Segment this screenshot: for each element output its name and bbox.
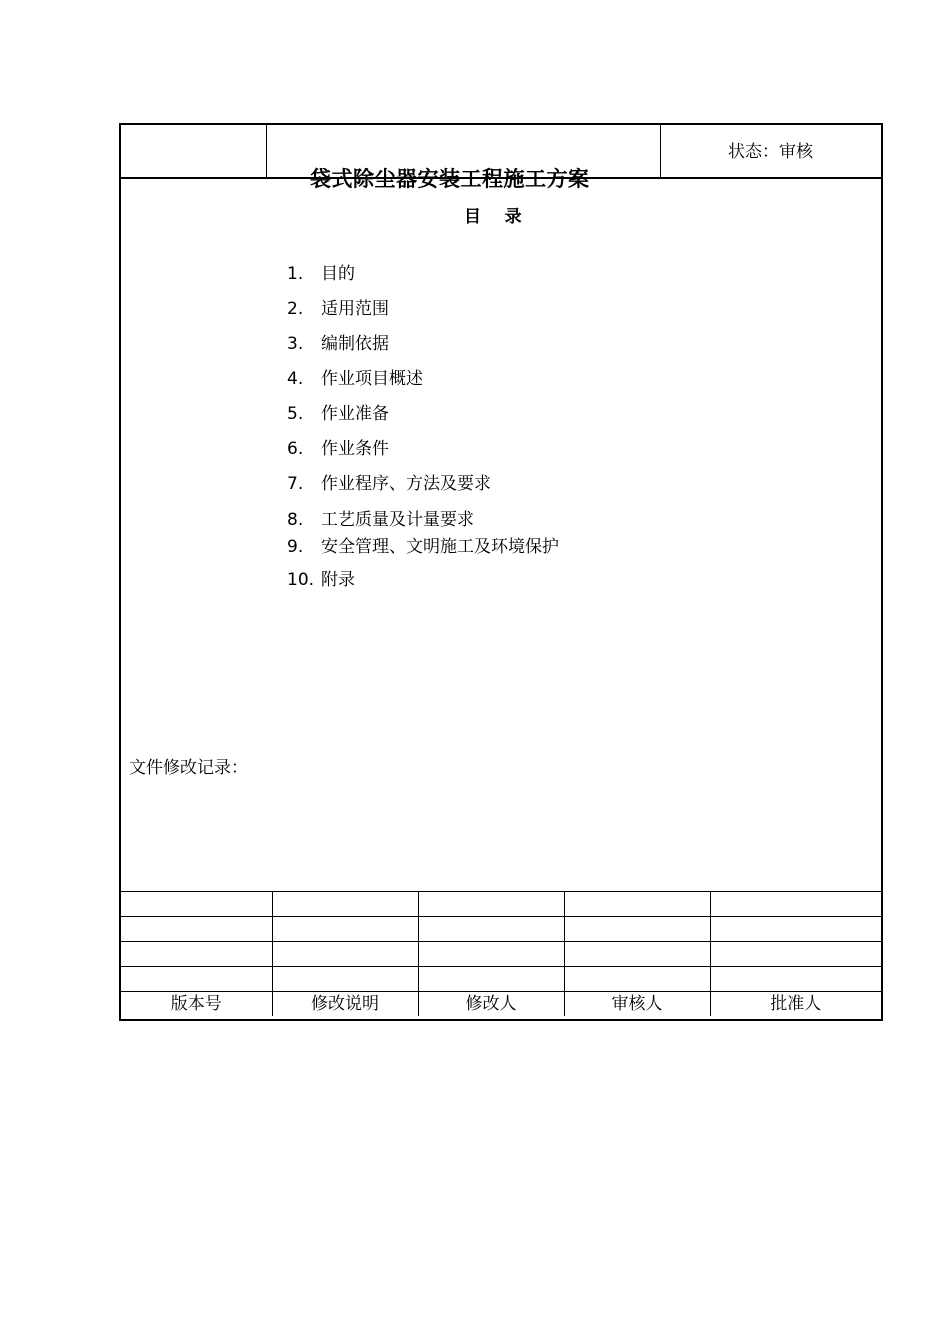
- table-row: [121, 917, 881, 942]
- toc-item-number: 9.: [287, 537, 304, 557]
- toc-item-number: 5.: [287, 404, 304, 424]
- toc-item-number: 10.: [287, 570, 315, 590]
- toc-item: [287, 298, 389, 320]
- document-frame: [119, 123, 883, 1021]
- toc-item-number: 8.: [287, 510, 304, 530]
- toc-item-label: 安全管理、文明施工及环境保护: [321, 537, 559, 557]
- table-cell: [418, 892, 564, 917]
- toc-item-number: 7.: [287, 474, 304, 494]
- table-cell: [418, 967, 564, 992]
- column-header-reviewer: 审核人: [564, 992, 710, 1017]
- toc-item-label: 作业准备: [321, 404, 389, 424]
- header-divider: [660, 125, 661, 177]
- toc-item: [287, 263, 355, 285]
- toc-heading: 目 录: [464, 207, 522, 227]
- toc-item: [287, 368, 423, 390]
- table-cell: [710, 892, 881, 917]
- toc-item: [287, 473, 491, 495]
- table-cell: [564, 967, 710, 992]
- column-header-version: 版本号: [121, 992, 272, 1017]
- toc-item-label: 附录: [321, 570, 355, 590]
- toc-item: [287, 509, 474, 531]
- toc-item-label: 作业程序、方法及要求: [321, 474, 491, 494]
- toc-item-number: 4.: [287, 369, 304, 389]
- toc-item-label: 目的: [321, 264, 355, 284]
- table-row: [121, 892, 881, 917]
- toc-item-label: 编制依据: [321, 334, 389, 354]
- document-title: 袋式除尘器安装工程施工方案: [310, 167, 590, 191]
- revision-table: [121, 891, 881, 1016]
- table-cell: [272, 942, 418, 967]
- table-cell: [710, 942, 881, 967]
- toc-item-number: 6.: [287, 439, 304, 459]
- toc-item: [287, 403, 389, 425]
- toc-item-label: 工艺质量及计量要求: [321, 510, 474, 530]
- toc-item: [287, 536, 559, 558]
- table-cell: [272, 892, 418, 917]
- table-cell: [121, 942, 272, 967]
- table-cell: [710, 917, 881, 942]
- status-label: 状态：审核: [728, 142, 813, 162]
- toc-item-label: 作业项目概述: [321, 369, 423, 389]
- toc-item: [287, 333, 389, 355]
- toc-item-number: 1.: [287, 264, 304, 284]
- table-cell: [710, 967, 881, 992]
- table-cell: [272, 967, 418, 992]
- revision-record-label: 文件修改记录：: [129, 758, 248, 778]
- toc-item-number: 2.: [287, 299, 304, 319]
- table-row: [121, 942, 881, 967]
- table-cell: [272, 917, 418, 942]
- table-cell: [418, 917, 564, 942]
- table-cell: [564, 892, 710, 917]
- table-cell: [121, 892, 272, 917]
- column-header-description: 修改说明: [272, 992, 418, 1017]
- toc-item-number: 3.: [287, 334, 304, 354]
- toc-item: [287, 438, 389, 460]
- column-header-approver: 批准人: [710, 992, 881, 1017]
- header-divider: [266, 125, 267, 177]
- table-cell: [121, 967, 272, 992]
- table-cell: [121, 917, 272, 942]
- table-cell: [418, 942, 564, 967]
- table-header-row: [121, 992, 881, 1017]
- table-cell: [564, 917, 710, 942]
- table-cell: [564, 942, 710, 967]
- toc-item-label: 作业条件: [321, 439, 389, 459]
- toc-item: [287, 569, 355, 591]
- toc-item-label: 适用范围: [321, 299, 389, 319]
- column-header-modifier: 修改人: [418, 992, 564, 1017]
- table-row: [121, 967, 881, 992]
